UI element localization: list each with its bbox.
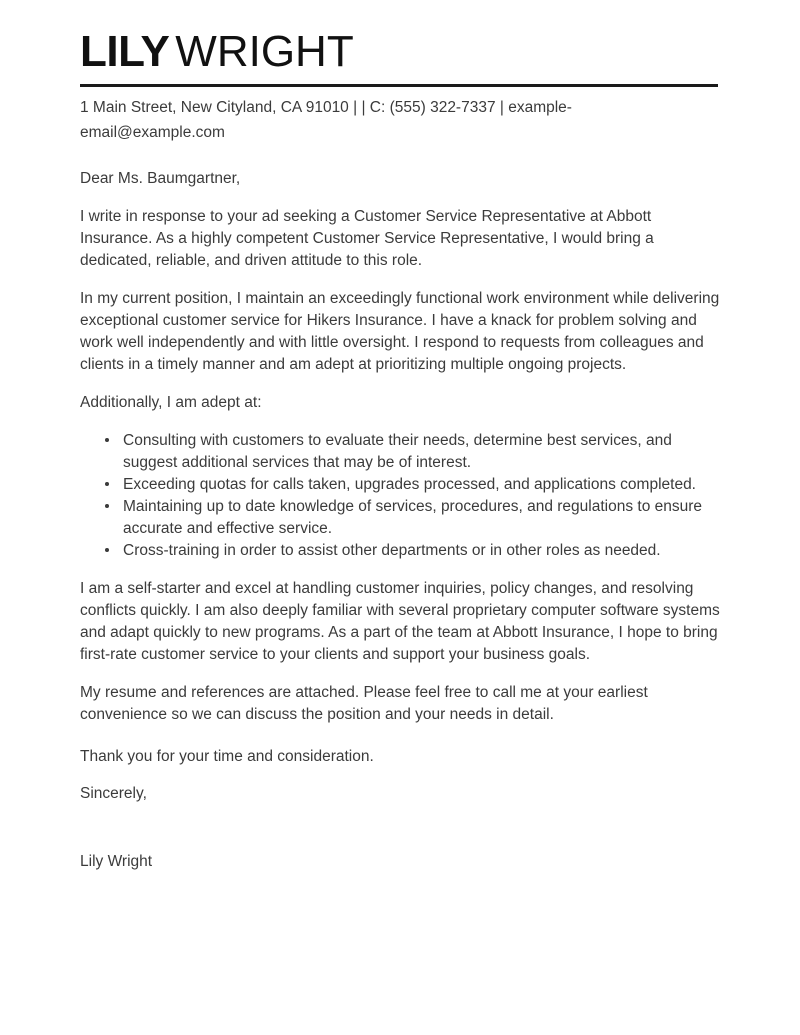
closing-line: Sincerely,: [80, 785, 147, 803]
list-intro: Additionally, I am adept at:: [80, 394, 262, 412]
letterhead: [80, 27, 720, 76]
last-name: WRIGHT: [175, 27, 354, 76]
skills-list: [80, 430, 720, 562]
contact-line: 1 Main Street, New Cityland, CA 91010 | | C: (555) 322-7337 | example-email@example.com: [80, 99, 572, 141]
bullet-dot-icon: [105, 504, 109, 508]
list-item-text: Cross-training in order to assist other departments or in other roles as needed.: [123, 542, 661, 560]
thanks-line: Thank you for your time and consideration.: [80, 748, 374, 766]
list-item-text: Exceeding quotas for calls taken, upgrades processed, and applications completed.: [123, 476, 696, 494]
bullet-dot-icon: [105, 548, 109, 552]
salutation: Dear Ms. Baumgartner,: [80, 169, 241, 187]
list-item: [80, 540, 720, 562]
list-item: [80, 430, 720, 474]
list-item-text: Maintaining up to date knowledge of services, procedures, and regulations to ensure accurate and effective service.: [123, 498, 703, 538]
list-item: [80, 474, 720, 496]
list-item-text: Consulting with customers to evaluate their needs, determine best services, and suggest additional services that may be of interest.: [123, 432, 672, 472]
bullet-dot-icon: [105, 438, 109, 442]
body-paragraph-1: I write in response to your ad seeking a Customer Service Representative at Abbott Insurance. As a highly competent Customer Service Representative, I would bring a dedicated, reliable, and driven attitude to this role.: [80, 208, 654, 270]
first-name: LILY: [80, 27, 170, 76]
signature-name: Lily Wright: [80, 853, 153, 871]
body-paragraph-4: My resume and references are attached. Please feel free to call me at your earliest convenience so we can discuss the position and your needs in detail.: [80, 684, 648, 724]
bullet-dot-icon: [105, 482, 109, 486]
body-paragraph-2: In my current position, I maintain an exceedingly functional work environment while delivering exceptional customer service for Hikers Insurance. I have a knack for problem solving and work well independently and with little oversight. I respond to requests from colleagues and clients in a timely manner and am adept at prioritizing multiple ongoing projects.: [80, 290, 720, 374]
list-item: [80, 496, 720, 540]
body-paragraph-3: I am a self-starter and excel at handling customer inquiries, policy changes, and resolving conflicts quickly. I am also deeply familiar with several proprietary computer software systems and adapt quickly to new programs. As a part of the team at Abbott Insurance, I hope to bring first-rate customer service to your clients and support your business goals.: [80, 580, 720, 664]
letter-content: [80, 27, 720, 873]
